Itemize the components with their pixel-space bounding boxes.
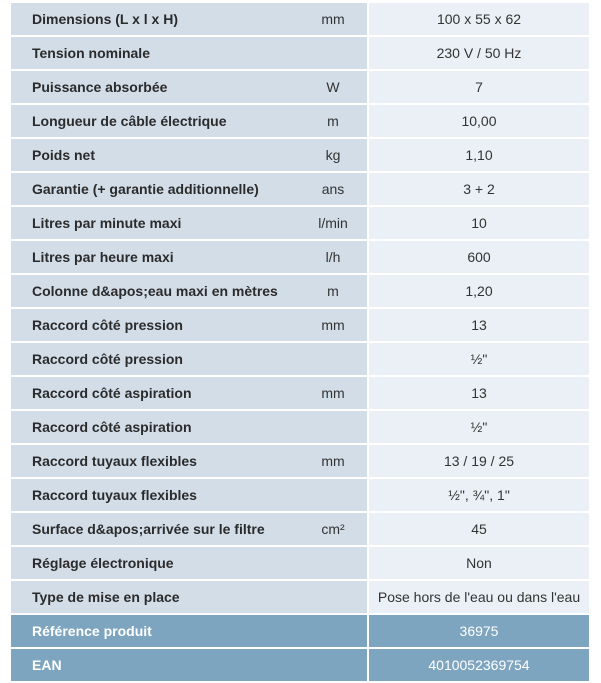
spec-label: Litres par heure maxi — [32, 249, 174, 265]
spec-value: Pose hors de l'eau ou dans l'eau — [367, 581, 589, 615]
spec-value: ½", ¾", 1" — [367, 479, 589, 513]
table-row — [11, 479, 589, 513]
table-row — [11, 275, 589, 309]
spec-value: 13 — [367, 309, 589, 343]
table-row — [11, 513, 589, 547]
table-row — [11, 3, 589, 37]
spec-label: Raccord côté aspiration — [32, 385, 192, 401]
spec-label: Poids net — [32, 147, 96, 163]
spec-unit: m — [327, 113, 339, 129]
spec-label: Dimensions (L x l x H) — [32, 11, 178, 27]
spec-value: 10 — [367, 207, 589, 241]
spec-label: Réglage électronique — [32, 555, 174, 571]
spec-label: Raccord côté pression — [32, 317, 183, 333]
table-row — [11, 241, 589, 275]
spec-unit: m — [327, 283, 339, 299]
spec-value: 45 — [367, 513, 589, 547]
spec-value: 600 — [367, 241, 589, 275]
product-reference-value: 36975 — [367, 615, 589, 649]
spec-unit: ans — [321, 181, 345, 197]
spec-value: 1,20 — [367, 275, 589, 309]
spec-value: 13 — [367, 377, 589, 411]
spec-label: Longueur de câble électrique — [32, 113, 227, 129]
product-reference-label: Référence produit — [32, 623, 152, 639]
table-row — [11, 37, 589, 71]
spec-unit: mm — [321, 317, 345, 333]
spec-unit: mm — [321, 453, 345, 469]
table-row — [11, 309, 589, 343]
spec-label: Puissance absorbée — [32, 79, 168, 95]
spec-value: Non — [367, 547, 589, 581]
table-row — [11, 105, 589, 139]
spec-value: 3 + 2 — [367, 173, 589, 207]
spec-label: Garantie (+ garantie additionnelle) — [32, 181, 259, 197]
spec-value: 230 V / 50 Hz — [367, 37, 589, 71]
spec-unit: mm — [321, 385, 345, 401]
spec-value: 13 / 19 / 25 — [367, 445, 589, 479]
spec-unit: cm² — [321, 521, 345, 537]
spec-label: Raccord tuyaux flexibles — [32, 487, 197, 503]
table-row — [11, 207, 589, 241]
table-row — [11, 581, 589, 615]
spec-table — [11, 3, 589, 683]
spec-value: ½" — [367, 343, 589, 377]
spec-unit: kg — [325, 147, 341, 163]
table-row — [11, 411, 589, 445]
table-row — [11, 547, 589, 581]
ean-row — [11, 649, 589, 683]
spec-label: Type de mise en place — [32, 589, 180, 605]
spec-value: 10,00 — [367, 105, 589, 139]
table-row — [11, 343, 589, 377]
table-row — [11, 173, 589, 207]
spec-unit: l/min — [318, 215, 348, 231]
table-row — [11, 445, 589, 479]
spec-unit: W — [326, 79, 340, 95]
spec-label: Raccord tuyaux flexibles — [32, 453, 197, 469]
spec-value: ½" — [367, 411, 589, 445]
spec-label: Surface d&apos;arrivée sur le filtre — [32, 521, 265, 537]
product-reference-row — [11, 615, 589, 649]
spec-value: 1,10 — [367, 139, 589, 173]
table-row — [11, 139, 589, 173]
spec-label: Litres par minute maxi — [32, 215, 182, 231]
table-row — [11, 71, 589, 105]
ean-label: EAN — [32, 657, 62, 673]
spec-label: Raccord côté pression — [32, 351, 183, 367]
spec-unit: mm — [321, 11, 345, 27]
spec-value: 100 x 55 x 62 — [367, 3, 589, 37]
ean-value: 4010052369754 — [367, 649, 589, 683]
spec-value: 7 — [367, 71, 589, 105]
table-row — [11, 377, 589, 411]
spec-label: Tension nominale — [32, 45, 150, 61]
spec-unit: l/h — [325, 249, 341, 265]
spec-label: Raccord côté aspiration — [32, 419, 192, 435]
spec-label: Colonne d&apos;eau maxi en mètres — [32, 283, 278, 299]
